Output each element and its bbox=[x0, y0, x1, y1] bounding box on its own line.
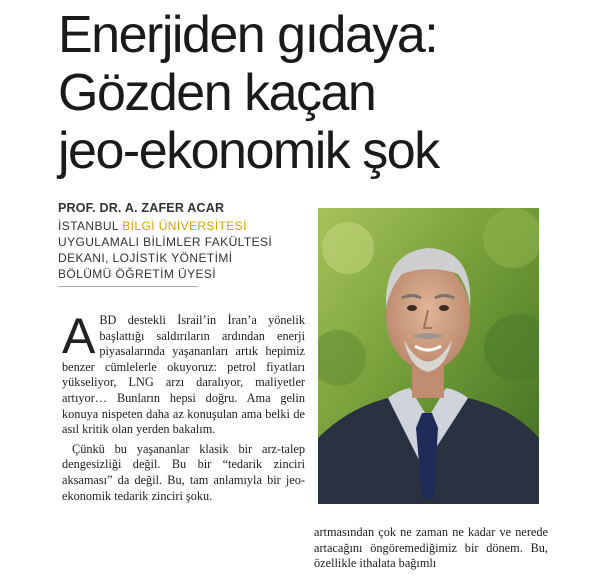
affiliation-line-4: BÖLÜMÜ ÖĞRETİM ÜYESİ bbox=[58, 267, 217, 281]
affiliation-line-2: UYGULAMALI BİLİMLER FAKÜLTESİ bbox=[58, 235, 273, 249]
article-column-left bbox=[62, 308, 305, 504]
drop-cap: A bbox=[62, 308, 96, 364]
paragraph-2: Çünkü bu yaşananlar klasik bir arz-talep dengesizliği değil. Bu bir “tedarik zinciri aksaması” da değil. Bu, tam anlamıyla bir jeo-ekonomik tedarik zinciri şoku. bbox=[62, 441, 305, 503]
paragraph-3: artmasından çok ne zaman ne kadar ve nerede artacağını öngöremediğimiz bir dönem. Bu, özellikle ithalata bağımlı bbox=[314, 525, 548, 571]
byline bbox=[58, 200, 308, 287]
author-photo bbox=[318, 208, 539, 504]
affiliation-university: BİLGİ ÜNİVERSİTESİ bbox=[122, 219, 247, 233]
portrait-illustration bbox=[318, 208, 539, 504]
article-column-right bbox=[314, 525, 548, 572]
headline-line-2: Gözden kaçan bbox=[58, 64, 376, 122]
headline-line-3: jeo-ekonomik şok bbox=[58, 122, 439, 180]
affiliation-divider bbox=[58, 286, 198, 287]
affiliation-line-1 bbox=[58, 218, 308, 234]
headline bbox=[58, 6, 598, 180]
affiliation-city: İSTANBUL bbox=[58, 219, 123, 233]
paragraph-1 bbox=[62, 308, 305, 438]
affiliation-line-3: DEKANI, LOJİSTİK YÖNETİMİ bbox=[58, 251, 233, 265]
headline-line-1: Enerjiden gıdaya: bbox=[58, 6, 438, 64]
author-name: PROF. DR. A. ZAFER ACAR bbox=[58, 201, 225, 215]
paragraph-1-text: BD destekli İsrail’in İran’a yönelik başlattığı saldırıların ardından enerji piyasalarında yaşananları artık hepimiz benzer cümlelerle okuyoruz: petrol fiyatları yükseliyor, LNG arzı daralıyor, maliyetler artıyor… Bunların hepsi doğru. Ama gelin konuya nispeten daha az konuşulan ama belki de asıl kritik olan yerden bakalım. bbox=[62, 313, 305, 437]
